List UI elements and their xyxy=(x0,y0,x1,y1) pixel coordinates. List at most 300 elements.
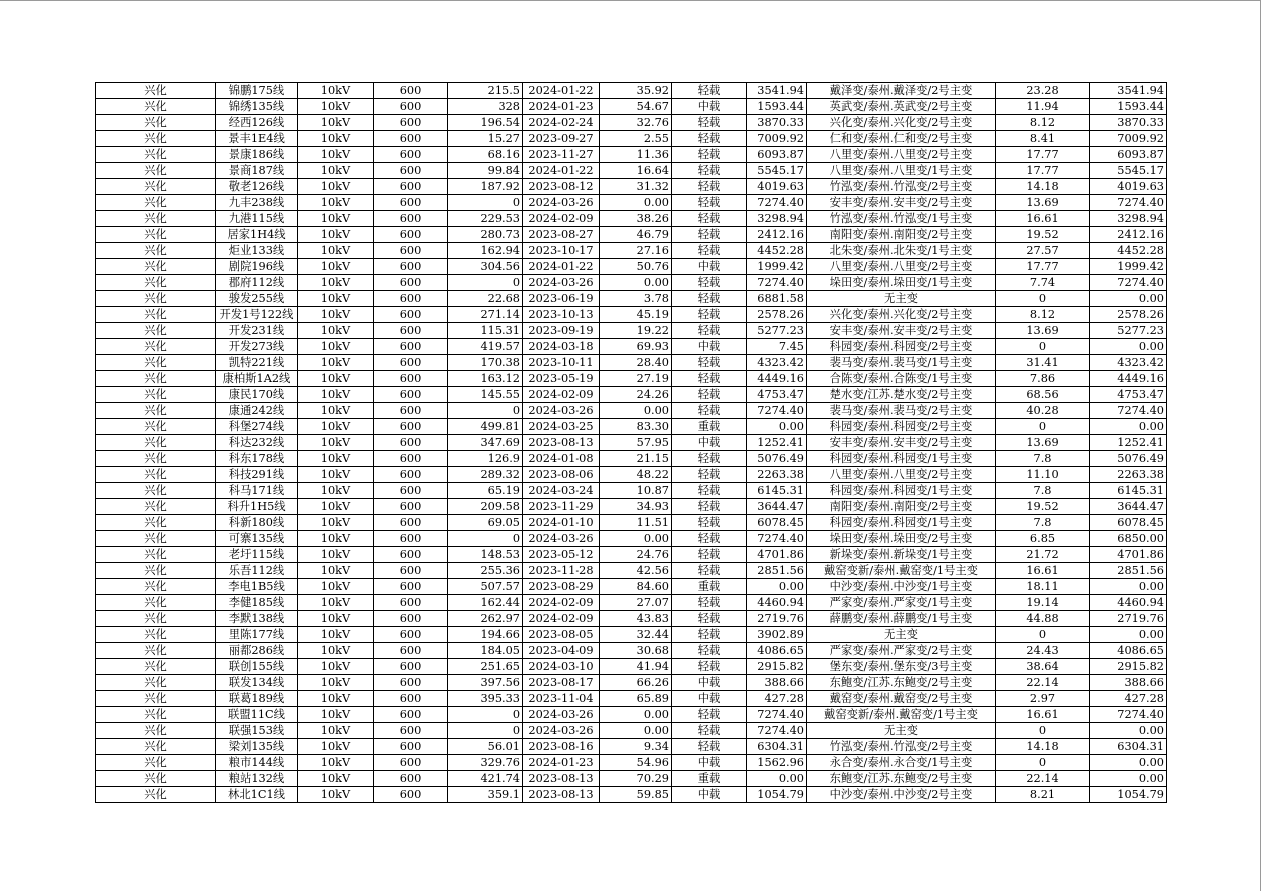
cell-transformer-load-rate: 14.18 xyxy=(996,179,1090,195)
cell-load-rate: 32.76 xyxy=(600,115,672,131)
cell-load-level: 中载 xyxy=(672,259,747,275)
cell-capacity: 600 xyxy=(374,195,448,211)
cell-transformer: 八里变/泰州.八里变/2号主变 xyxy=(807,467,996,483)
cell-voltage: 10kV xyxy=(298,163,374,179)
cell-load-rate: 2.55 xyxy=(600,131,672,147)
cell-available-capacity: 4449.16 xyxy=(747,371,807,387)
cell-load-rate: 11.51 xyxy=(600,515,672,531)
cell-transformer-load-rate: 24.43 xyxy=(996,643,1090,659)
cell-available-capacity: 2412.16 xyxy=(747,227,807,243)
cell-transformer-load-rate: 22.14 xyxy=(996,675,1090,691)
cell-line-available: 1054.79 xyxy=(1090,787,1167,803)
cell-load: 115.31 xyxy=(448,323,523,339)
cell-line-available: 4452.28 xyxy=(1090,243,1167,259)
cell-region: 兴化 xyxy=(96,563,216,579)
cell-transformer-load-rate: 8.21 xyxy=(996,787,1090,803)
cell-voltage: 10kV xyxy=(298,435,374,451)
cell-available-capacity: 2578.26 xyxy=(747,307,807,323)
cell-load-rate: 45.19 xyxy=(600,307,672,323)
cell-load-rate: 24.76 xyxy=(600,547,672,563)
cell-load-level: 轻载 xyxy=(672,659,747,675)
cell-line-available: 2263.38 xyxy=(1090,467,1167,483)
cell-load-rate: 32.44 xyxy=(600,627,672,643)
cell-date: 2024-02-09 xyxy=(523,595,600,611)
cell-capacity: 600 xyxy=(374,131,448,147)
cell-capacity: 600 xyxy=(374,179,448,195)
cell-line-name: 李默138线 xyxy=(216,611,298,627)
cell-line-name: 里陈177线 xyxy=(216,627,298,643)
cell-line-name: 科马171线 xyxy=(216,483,298,499)
cell-date: 2023-10-11 xyxy=(523,355,600,371)
cell-transformer-load-rate: 0 xyxy=(996,291,1090,307)
cell-capacity: 600 xyxy=(374,99,448,115)
cell-voltage: 10kV xyxy=(298,755,374,771)
cell-load-level: 重载 xyxy=(672,771,747,787)
cell-date: 2023-08-13 xyxy=(523,435,600,451)
cell-available-capacity: 6145.31 xyxy=(747,483,807,499)
cell-load-level: 轻载 xyxy=(672,387,747,403)
cell-load-rate: 3.78 xyxy=(600,291,672,307)
cell-transformer: 堡东变/泰州.堡东变/3号主变 xyxy=(807,659,996,675)
cell-load-rate: 41.94 xyxy=(600,659,672,675)
cell-load: 170.38 xyxy=(448,355,523,371)
cell-available-capacity: 7274.40 xyxy=(747,403,807,419)
cell-transformer: 新垛变/泰州.新垛变/1号主变 xyxy=(807,547,996,563)
cell-transformer: 东鲍变/江苏.东鲍变/2号主变 xyxy=(807,675,996,691)
cell-region: 兴化 xyxy=(96,291,216,307)
cell-region: 兴化 xyxy=(96,707,216,723)
cell-line-available: 7274.40 xyxy=(1090,707,1167,723)
cell-voltage: 10kV xyxy=(298,147,374,163)
table-row xyxy=(96,563,1167,579)
table-row xyxy=(96,499,1167,515)
cell-line-name: 老圩115线 xyxy=(216,547,298,563)
cell-line-available: 0.00 xyxy=(1090,291,1167,307)
cell-load-rate: 84.60 xyxy=(600,579,672,595)
cell-transformer-load-rate: 44.88 xyxy=(996,611,1090,627)
cell-transformer-load-rate: 38.64 xyxy=(996,659,1090,675)
cell-load-rate: 31.32 xyxy=(600,179,672,195)
cell-date: 2023-08-13 xyxy=(523,771,600,787)
cell-load-level: 轻载 xyxy=(672,531,747,547)
cell-load-level: 轻载 xyxy=(672,291,747,307)
cell-capacity: 600 xyxy=(374,355,448,371)
cell-date: 2024-03-10 xyxy=(523,659,600,675)
cell-voltage: 10kV xyxy=(298,195,374,211)
cell-transformer: 薛鹏变/泰州.薛鹏变/1号主变 xyxy=(807,611,996,627)
cell-date: 2024-02-09 xyxy=(523,211,600,227)
cell-available-capacity: 7274.40 xyxy=(747,707,807,723)
cell-voltage: 10kV xyxy=(298,675,374,691)
cell-load-rate: 48.22 xyxy=(600,467,672,483)
cell-load-rate: 69.93 xyxy=(600,339,672,355)
cell-available-capacity: 7009.92 xyxy=(747,131,807,147)
cell-date: 2023-09-19 xyxy=(523,323,600,339)
cell-load-level: 轻载 xyxy=(672,563,747,579)
cell-date: 2024-01-23 xyxy=(523,755,600,771)
cell-voltage: 10kV xyxy=(298,627,374,643)
table-row xyxy=(96,131,1167,147)
cell-transformer-load-rate: 17.77 xyxy=(996,163,1090,179)
table-row xyxy=(96,291,1167,307)
cell-available-capacity: 2719.76 xyxy=(747,611,807,627)
cell-transformer-load-rate: 7.8 xyxy=(996,451,1090,467)
cell-available-capacity: 6304.31 xyxy=(747,739,807,755)
cell-load-rate: 27.16 xyxy=(600,243,672,259)
cell-available-capacity: 7274.40 xyxy=(747,723,807,739)
cell-transformer: 竹泓变/泰州.竹泓变/1号主变 xyxy=(807,211,996,227)
cell-date: 2023-08-17 xyxy=(523,675,600,691)
cell-date: 2024-03-26 xyxy=(523,195,600,211)
cell-transformer-load-rate: 18.11 xyxy=(996,579,1090,595)
cell-region: 兴化 xyxy=(96,355,216,371)
cell-capacity: 600 xyxy=(374,403,448,419)
cell-transformer-load-rate: 17.77 xyxy=(996,259,1090,275)
cell-region: 兴化 xyxy=(96,675,216,691)
cell-transformer: 裴马变/泰州.裴马变/1号主变 xyxy=(807,355,996,371)
cell-load-level: 轻载 xyxy=(672,707,747,723)
cell-transformer: 无主变 xyxy=(807,627,996,643)
cell-load-rate: 59.85 xyxy=(600,787,672,803)
cell-region: 兴化 xyxy=(96,195,216,211)
cell-load-level: 轻载 xyxy=(672,227,747,243)
cell-line-available: 7274.40 xyxy=(1090,275,1167,291)
table-row xyxy=(96,467,1167,483)
cell-voltage: 10kV xyxy=(298,355,374,371)
cell-line-name: 郡府112线 xyxy=(216,275,298,291)
cell-load-rate: 21.15 xyxy=(600,451,672,467)
cell-region: 兴化 xyxy=(96,99,216,115)
cell-transformer: 英武变/泰州.英武变/2号主变 xyxy=(807,99,996,115)
cell-voltage: 10kV xyxy=(298,115,374,131)
cell-load: 0 xyxy=(448,275,523,291)
cell-load: 126.9 xyxy=(448,451,523,467)
cell-load-rate: 65.89 xyxy=(600,691,672,707)
table-row xyxy=(96,675,1167,691)
cell-line-name: 联强153线 xyxy=(216,723,298,739)
cell-line-available: 7274.40 xyxy=(1090,403,1167,419)
cell-transformer: 科园变/泰州.科园变/2号主变 xyxy=(807,419,996,435)
cell-transformer: 裴马变/泰州.裴马变/2号主变 xyxy=(807,403,996,419)
cell-transformer-load-rate: 7.74 xyxy=(996,275,1090,291)
cell-line-available: 4019.63 xyxy=(1090,179,1167,195)
cell-transformer: 竹泓变/泰州.竹泓变/2号主变 xyxy=(807,739,996,755)
cell-date: 2023-05-19 xyxy=(523,371,600,387)
cell-capacity: 600 xyxy=(374,723,448,739)
cell-line-name: 联葛189线 xyxy=(216,691,298,707)
cell-transformer: 垛田变/泰州.垛田变/1号主变 xyxy=(807,275,996,291)
cell-region: 兴化 xyxy=(96,275,216,291)
cell-voltage: 10kV xyxy=(298,371,374,387)
table-row xyxy=(96,403,1167,419)
cell-load-rate: 70.29 xyxy=(600,771,672,787)
cell-load: 329.76 xyxy=(448,755,523,771)
cell-transformer-load-rate: 68.56 xyxy=(996,387,1090,403)
cell-region: 兴化 xyxy=(96,211,216,227)
cell-available-capacity: 4701.86 xyxy=(747,547,807,563)
cell-region: 兴化 xyxy=(96,371,216,387)
cell-voltage: 10kV xyxy=(298,179,374,195)
cell-load: 162.94 xyxy=(448,243,523,259)
cell-line-available: 6304.31 xyxy=(1090,739,1167,755)
cell-load-level: 轻载 xyxy=(672,643,747,659)
cell-date: 2023-10-17 xyxy=(523,243,600,259)
cell-date: 2024-01-22 xyxy=(523,259,600,275)
table-body xyxy=(96,83,1167,803)
cell-load: 255.36 xyxy=(448,563,523,579)
cell-available-capacity: 5545.17 xyxy=(747,163,807,179)
cell-load-rate: 42.56 xyxy=(600,563,672,579)
cell-load-rate: 28.40 xyxy=(600,355,672,371)
cell-date: 2024-03-26 xyxy=(523,275,600,291)
cell-region: 兴化 xyxy=(96,499,216,515)
cell-capacity: 600 xyxy=(374,595,448,611)
cell-load: 187.92 xyxy=(448,179,523,195)
cell-line-name: 林北1C1线 xyxy=(216,787,298,803)
cell-load-level: 轻载 xyxy=(672,739,747,755)
cell-load-level: 轻载 xyxy=(672,179,747,195)
cell-available-capacity: 0.00 xyxy=(747,771,807,787)
cell-available-capacity: 5076.49 xyxy=(747,451,807,467)
cell-region: 兴化 xyxy=(96,259,216,275)
table-row xyxy=(96,547,1167,563)
cell-voltage: 10kV xyxy=(298,339,374,355)
cell-transformer-load-rate: 11.94 xyxy=(996,99,1090,115)
cell-date: 2023-11-29 xyxy=(523,499,600,515)
cell-date: 2024-01-10 xyxy=(523,515,600,531)
cell-load: 397.56 xyxy=(448,675,523,691)
table-row xyxy=(96,147,1167,163)
cell-load-level: 轻载 xyxy=(672,131,747,147)
table-row xyxy=(96,611,1167,627)
cell-voltage: 10kV xyxy=(298,467,374,483)
cell-line-available: 0.00 xyxy=(1090,755,1167,771)
cell-region: 兴化 xyxy=(96,515,216,531)
cell-line-available: 0.00 xyxy=(1090,723,1167,739)
cell-available-capacity: 2915.82 xyxy=(747,659,807,675)
cell-load-rate: 57.95 xyxy=(600,435,672,451)
cell-line-name: 科新180线 xyxy=(216,515,298,531)
cell-date: 2023-08-06 xyxy=(523,467,600,483)
table-row xyxy=(96,771,1167,787)
cell-line-name: 乐吾112线 xyxy=(216,563,298,579)
cell-region: 兴化 xyxy=(96,435,216,451)
cell-region: 兴化 xyxy=(96,771,216,787)
cell-transformer: 安丰变/泰州.安丰变/2号主变 xyxy=(807,323,996,339)
cell-load-level: 轻载 xyxy=(672,547,747,563)
cell-line-available: 2578.26 xyxy=(1090,307,1167,323)
cell-capacity: 600 xyxy=(374,211,448,227)
cell-capacity: 600 xyxy=(374,691,448,707)
cell-region: 兴化 xyxy=(96,579,216,595)
cell-available-capacity: 3902.89 xyxy=(747,627,807,643)
data-table xyxy=(95,82,1167,803)
cell-region: 兴化 xyxy=(96,691,216,707)
cell-available-capacity: 0.00 xyxy=(747,419,807,435)
cell-available-capacity: 7274.40 xyxy=(747,531,807,547)
cell-load: 271.14 xyxy=(448,307,523,323)
cell-transformer: 中沙变/泰州.中沙变/1号主变 xyxy=(807,579,996,595)
cell-transformer: 无主变 xyxy=(807,291,996,307)
cell-load-rate: 0.00 xyxy=(600,275,672,291)
cell-line-name: 锦绣135线 xyxy=(216,99,298,115)
table-row xyxy=(96,723,1167,739)
cell-voltage: 10kV xyxy=(298,275,374,291)
cell-capacity: 600 xyxy=(374,611,448,627)
table-row xyxy=(96,99,1167,115)
cell-transformer-load-rate: 22.14 xyxy=(996,771,1090,787)
cell-load-rate: 54.67 xyxy=(600,99,672,115)
cell-load-level: 轻载 xyxy=(672,147,747,163)
cell-line-name: 居家1H4线 xyxy=(216,227,298,243)
table-row xyxy=(96,307,1167,323)
cell-region: 兴化 xyxy=(96,387,216,403)
cell-transformer: 八里变/泰州.八里变/2号主变 xyxy=(807,259,996,275)
cell-available-capacity: 6881.58 xyxy=(747,291,807,307)
cell-line-available: 6850.00 xyxy=(1090,531,1167,547)
cell-region: 兴化 xyxy=(96,531,216,547)
cell-transformer: 安丰变/泰州.安丰变/2号主变 xyxy=(807,195,996,211)
cell-region: 兴化 xyxy=(96,739,216,755)
cell-line-name: 粮站132线 xyxy=(216,771,298,787)
cell-voltage: 10kV xyxy=(298,787,374,803)
cell-line-name: 联盟11C线 xyxy=(216,707,298,723)
cell-load: 148.53 xyxy=(448,547,523,563)
cell-load-rate: 24.26 xyxy=(600,387,672,403)
cell-date: 2024-03-26 xyxy=(523,403,600,419)
table-row xyxy=(96,483,1167,499)
cell-load-level: 轻载 xyxy=(672,371,747,387)
cell-line-available: 0.00 xyxy=(1090,627,1167,643)
cell-load-level: 轻载 xyxy=(672,627,747,643)
table-row xyxy=(96,227,1167,243)
cell-available-capacity: 4086.65 xyxy=(747,643,807,659)
cell-transformer-load-rate: 19.52 xyxy=(996,499,1090,515)
cell-voltage: 10kV xyxy=(298,739,374,755)
cell-voltage: 10kV xyxy=(298,691,374,707)
cell-load: 209.58 xyxy=(448,499,523,515)
cell-load-level: 轻载 xyxy=(672,243,747,259)
cell-load: 163.12 xyxy=(448,371,523,387)
cell-load-rate: 0.00 xyxy=(600,403,672,419)
cell-voltage: 10kV xyxy=(298,611,374,627)
cell-load: 395.33 xyxy=(448,691,523,707)
table-row xyxy=(96,371,1167,387)
cell-load-level: 轻载 xyxy=(672,451,747,467)
cell-line-name: 康民170线 xyxy=(216,387,298,403)
cell-transformer-load-rate: 23.28 xyxy=(996,83,1090,99)
cell-capacity: 600 xyxy=(374,643,448,659)
cell-transformer: 楚水变/江苏.楚水变/2号主变 xyxy=(807,387,996,403)
cell-region: 兴化 xyxy=(96,83,216,99)
cell-load-level: 中载 xyxy=(672,691,747,707)
table-row xyxy=(96,435,1167,451)
cell-line-name: 康柏斯1A2线 xyxy=(216,371,298,387)
cell-line-available: 427.28 xyxy=(1090,691,1167,707)
cell-line-available: 2719.76 xyxy=(1090,611,1167,627)
cell-date: 2023-10-13 xyxy=(523,307,600,323)
table-row xyxy=(96,387,1167,403)
cell-available-capacity: 6078.45 xyxy=(747,515,807,531)
cell-load: 0 xyxy=(448,723,523,739)
cell-capacity: 600 xyxy=(374,147,448,163)
cell-available-capacity: 4452.28 xyxy=(747,243,807,259)
cell-load-rate: 11.36 xyxy=(600,147,672,163)
cell-line-available: 4753.47 xyxy=(1090,387,1167,403)
cell-line-available: 2851.56 xyxy=(1090,563,1167,579)
cell-line-name: 九港115线 xyxy=(216,211,298,227)
cell-transformer-load-rate: 7.8 xyxy=(996,483,1090,499)
cell-region: 兴化 xyxy=(96,659,216,675)
cell-load-rate: 66.26 xyxy=(600,675,672,691)
cell-load-rate: 9.34 xyxy=(600,739,672,755)
table-row xyxy=(96,787,1167,803)
cell-date: 2024-01-08 xyxy=(523,451,600,467)
cell-available-capacity: 3870.33 xyxy=(747,115,807,131)
cell-line-name: 敬老126线 xyxy=(216,179,298,195)
table-row xyxy=(96,579,1167,595)
cell-transformer-load-rate: 2.97 xyxy=(996,691,1090,707)
cell-transformer: 科园变/泰州.科园变/2号主变 xyxy=(807,339,996,355)
cell-voltage: 10kV xyxy=(298,227,374,243)
cell-voltage: 10kV xyxy=(298,83,374,99)
cell-region: 兴化 xyxy=(96,483,216,499)
cell-voltage: 10kV xyxy=(298,707,374,723)
cell-capacity: 600 xyxy=(374,627,448,643)
cell-transformer: 戴窑变新/泰州.戴窑变/1号主变 xyxy=(807,563,996,579)
cell-voltage: 10kV xyxy=(298,643,374,659)
cell-line-name: 科达232线 xyxy=(216,435,298,451)
cell-load-level: 中载 xyxy=(672,675,747,691)
cell-date: 2023-08-13 xyxy=(523,787,600,803)
cell-transformer: 安丰变/泰州.安丰变/2号主变 xyxy=(807,435,996,451)
cell-date: 2024-01-22 xyxy=(523,163,600,179)
cell-transformer: 八里变/泰州.八里变/2号主变 xyxy=(807,147,996,163)
cell-load: 69.05 xyxy=(448,515,523,531)
cell-load-level: 轻载 xyxy=(672,163,747,179)
cell-date: 2023-11-28 xyxy=(523,563,600,579)
cell-region: 兴化 xyxy=(96,243,216,259)
cell-transformer-load-rate: 0 xyxy=(996,627,1090,643)
cell-voltage: 10kV xyxy=(298,387,374,403)
cell-transformer-load-rate: 13.69 xyxy=(996,323,1090,339)
cell-load: 280.73 xyxy=(448,227,523,243)
cell-load-rate: 30.68 xyxy=(600,643,672,659)
cell-line-name: 炬业133线 xyxy=(216,243,298,259)
cell-capacity: 600 xyxy=(374,483,448,499)
cell-transformer: 中沙变/泰州.中沙变/2号主变 xyxy=(807,787,996,803)
cell-line-available: 1252.41 xyxy=(1090,435,1167,451)
table-row xyxy=(96,755,1167,771)
cell-available-capacity: 1054.79 xyxy=(747,787,807,803)
cell-load-rate: 10.87 xyxy=(600,483,672,499)
cell-date: 2023-08-29 xyxy=(523,579,600,595)
cell-date: 2023-08-27 xyxy=(523,227,600,243)
cell-load: 196.54 xyxy=(448,115,523,131)
cell-transformer-load-rate: 13.69 xyxy=(996,435,1090,451)
cell-load-level: 轻载 xyxy=(672,211,747,227)
cell-date: 2024-01-22 xyxy=(523,83,600,99)
cell-load: 22.68 xyxy=(448,291,523,307)
table-row xyxy=(96,627,1167,643)
cell-line-available: 6078.45 xyxy=(1090,515,1167,531)
cell-region: 兴化 xyxy=(96,403,216,419)
cell-available-capacity: 4323.42 xyxy=(747,355,807,371)
cell-load-level: 重载 xyxy=(672,579,747,595)
cell-date: 2023-09-27 xyxy=(523,131,600,147)
table-row xyxy=(96,707,1167,723)
cell-capacity: 600 xyxy=(374,307,448,323)
